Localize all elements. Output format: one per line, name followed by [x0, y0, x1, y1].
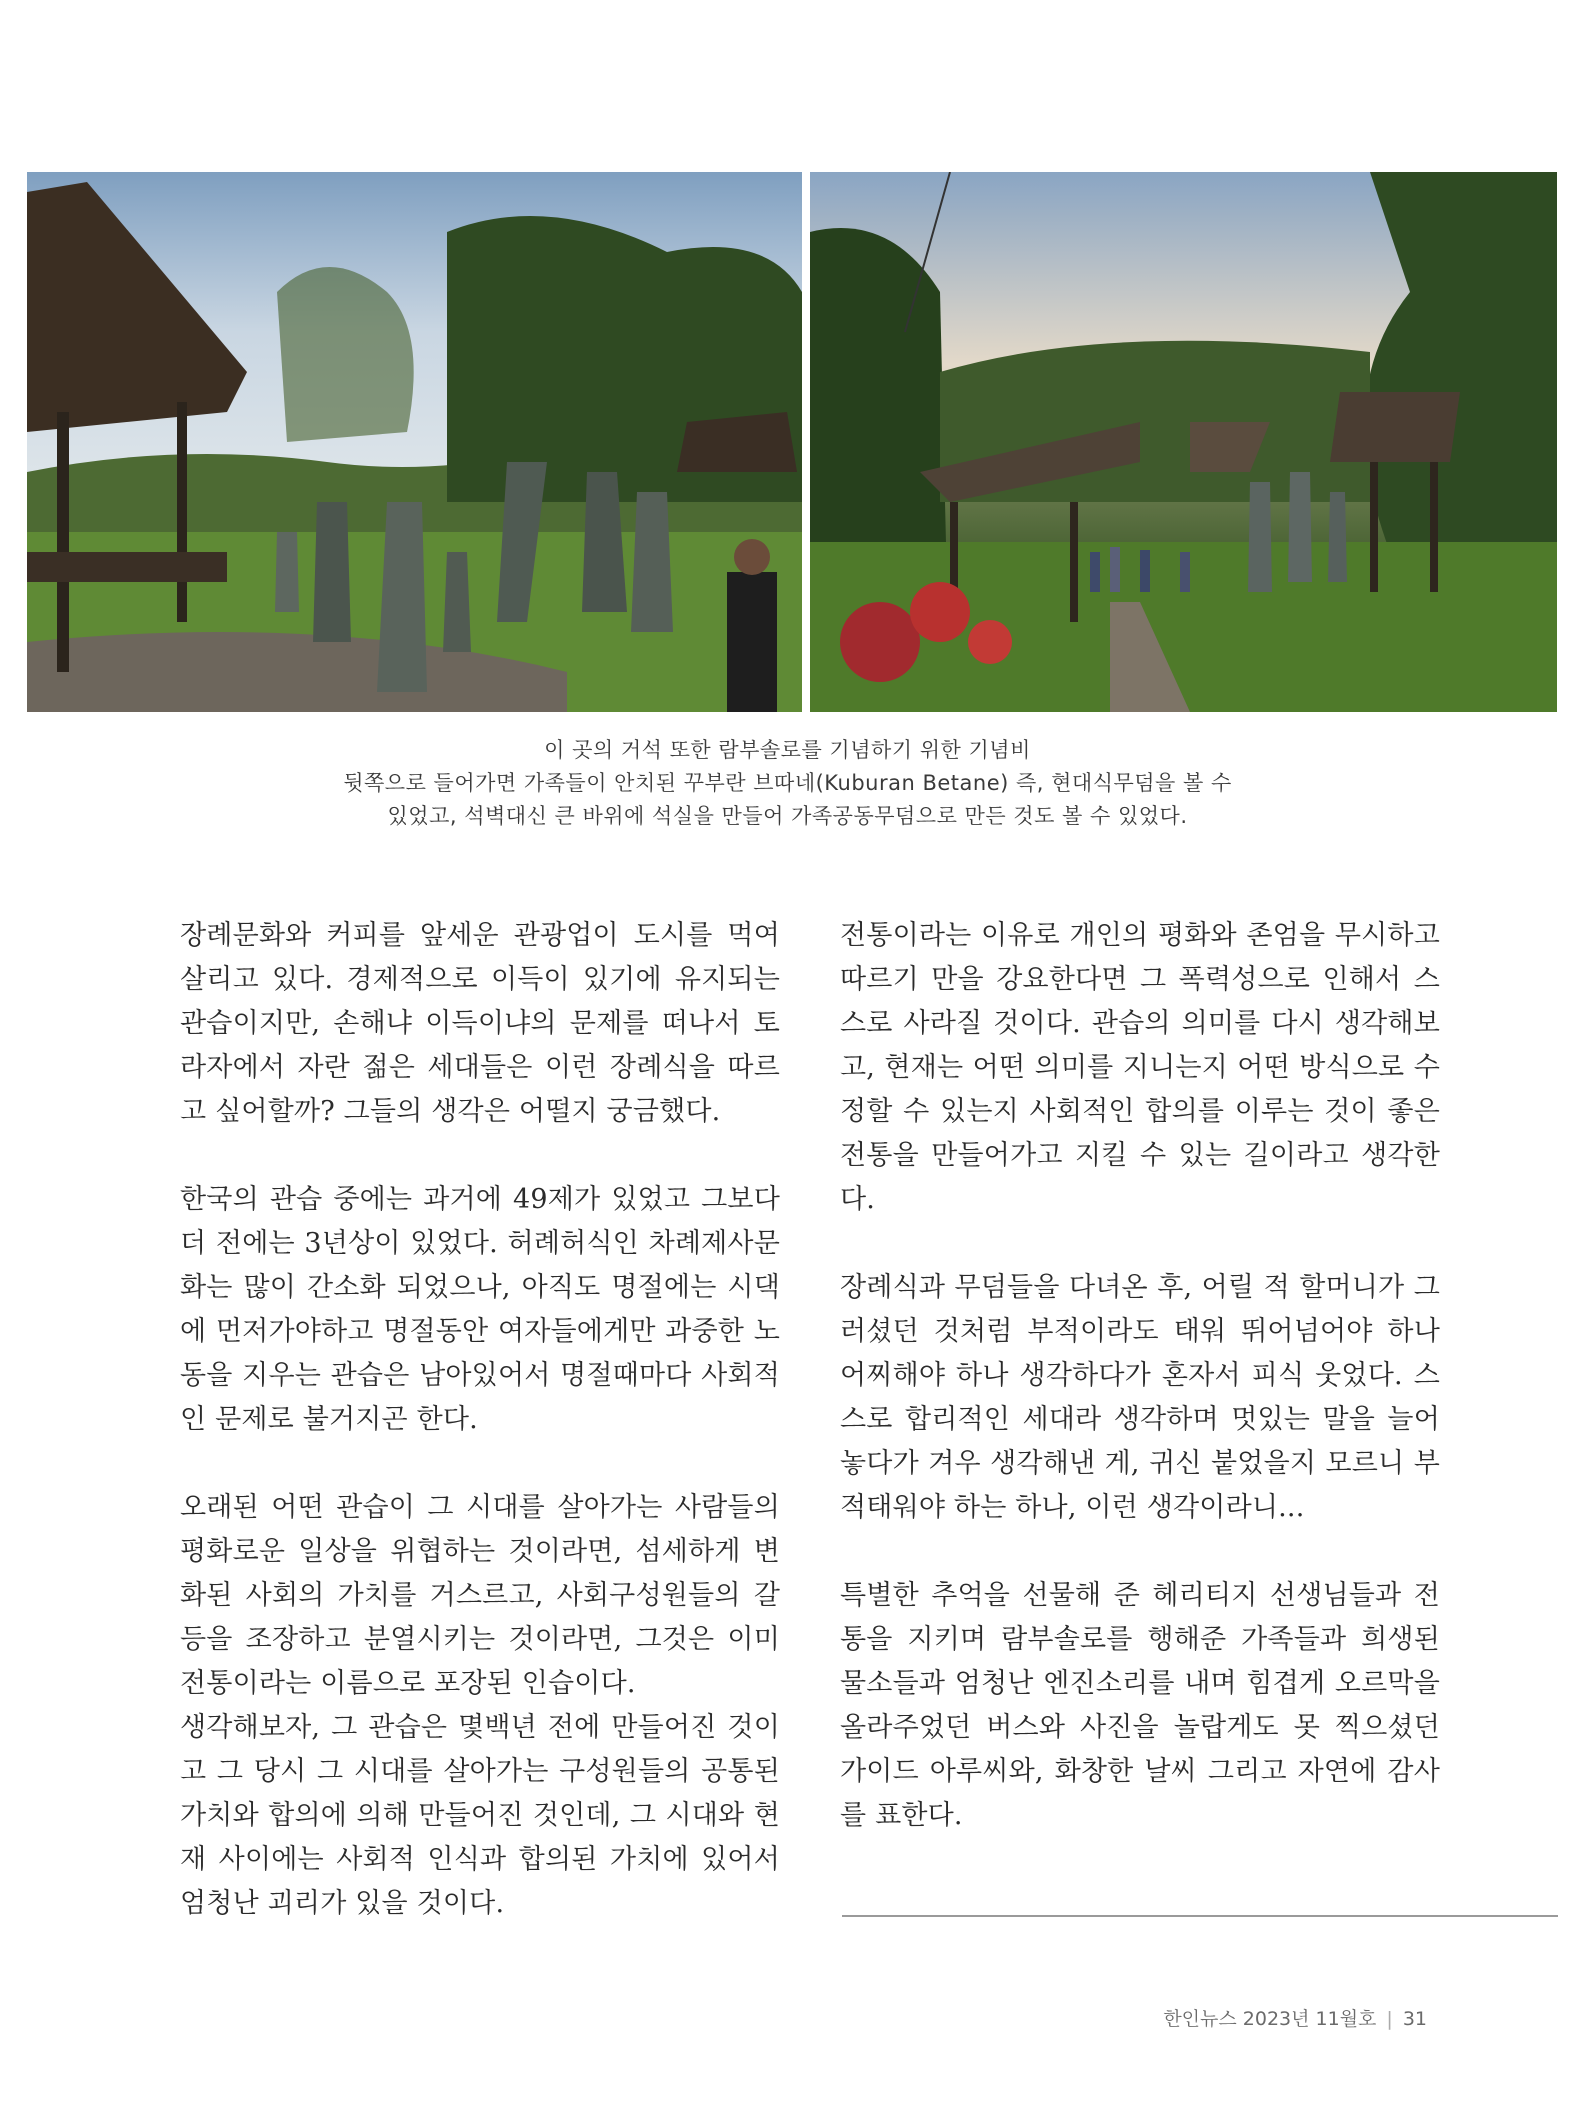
page-footer: [1080, 2004, 1427, 2031]
photo-caption-line-3: 있었고, 석벽대신 큰 바위에 석실을 만들어 가족공동무덤으로 만든 것도 볼 수 있었다.: [387, 804, 1188, 828]
left-paragraph-3: 오래된 어떤 관습이 그 시대를 살아가는 사람들의 평화로운 일상을 위협하는 것이라면, 섬세하게 변화된 사회의 가치를 거스르고, 사회구성원들의 갈등을 조장하고 분열시키는 것이라면, 그것은 이미 전통이라는 이름으로 포장된 인습이다.: [180, 1492, 780, 1699]
left-paragraph-1: 장례문화와 커피를 앞세운 관광업이 도시를 먹여 살리고 있다. 경제적으로 이득이 있기에 유지되는 관습이지만, 손해냐 이득이냐의 문제를 떠나서 토라자에서 자란 젊은 세대들은 이런 장례식을 따르고 싶어할까? 그들의 생각은 어떨지 궁금했다.: [180, 920, 780, 1127]
right-paragraph-3: 특별한 추억을 선물해 준 헤리티지 선생님들과 전통을 지키며 람부솔로를 행해준 가족들과 희생된 물소들과 엄청난 엔진소리를 내며 힘겹게 오르막을 올라주었던 버스와 사진을 놀랍게도 못 찍으셨던 가이드 아루씨와, 화창한 날씨 그리고 자연에 감사를 표한다.: [840, 1580, 1440, 1831]
tongkonan-scene-illustration: [810, 172, 1557, 712]
footer-separator: |: [1386, 2008, 1393, 2030]
page-number: 31: [1402, 2008, 1427, 2030]
photo-caption-line-1: 이 곳의 거석 또한 람부솔로를 기념하기 위한 기념비: [544, 738, 1031, 762]
photo-caption-line-2: 뒷쪽으로 들어가면 가족들이 안치된 꾸부란 브따네(Kuburan Betane) 즉, 현대식무덤을 볼 수: [343, 771, 1232, 795]
megalith-scene-illustration: [27, 172, 802, 712]
megalith-photo: [27, 172, 802, 712]
tongkonan-photo: [810, 172, 1557, 712]
article-column-left: [180, 914, 780, 1970]
left-paragraph-4: 생각해보자, 그 관습은 몇백년 전에 만들어진 것이고 그 당시 그 시대를 살아가는 구성원들의 공통된 가치와 합의에 의해 만들어진 것인데, 그 시대와 현재 사이에는 사회적 인식과 합의된 가치에 있어서 엄청난 괴리가 있을 것이다.: [180, 1712, 780, 1919]
article-column-right: [840, 914, 1440, 1882]
right-paragraph-2: 장례식과 무덤들을 다녀온 후, 어릴 적 할머니가 그러셨던 것처럼 부적이라도 태워 뛰어넘어야 하나 어찌해야 하나 생각하다가 혼자서 피식 웃었다. 스스로 합리적인 세대라 생각하며 멋있는 말을 늘어놓다가 겨우 생각해낸 게, 귀신 붙었을지 모르니 부적태워야 하는 하나, 이런 생각이라니...: [840, 1272, 1440, 1523]
publication-name: 한인뉴스 2023년 11월호: [1163, 2008, 1377, 2030]
left-paragraph-2: 한국의 관습 중에는 과거에 49제가 있었고 그보다 더 전에는 3년상이 있었다. 허례허식인 차례제사문화는 많이 간소화 되었으나, 아직도 명절에는 시댁에 먼저가야하고 명절동안 여자들에게만 과중한 노동을 지우는 관습은 남아있어서 명절때마다 사회적인 문제로 불거지곤 한다.: [180, 1184, 780, 1435]
column-end-rule: [842, 1915, 1558, 1917]
right-paragraph-1: 전통이라는 이유로 개인의 평화와 존엄을 무시하고 따르기 만을 강요한다면 그 폭력성으로 인해서 스스로 사라질 것이다. 관습의 의미를 다시 생각해보고, 현재는 어떤 의미를 지니는지 어떤 방식으로 수정할 수 있는지 사회적인 합의를 이루는 것이 좋은 전통을 만들어가고 지킬 수 있는 길이라고 생각한다.: [840, 920, 1440, 1215]
